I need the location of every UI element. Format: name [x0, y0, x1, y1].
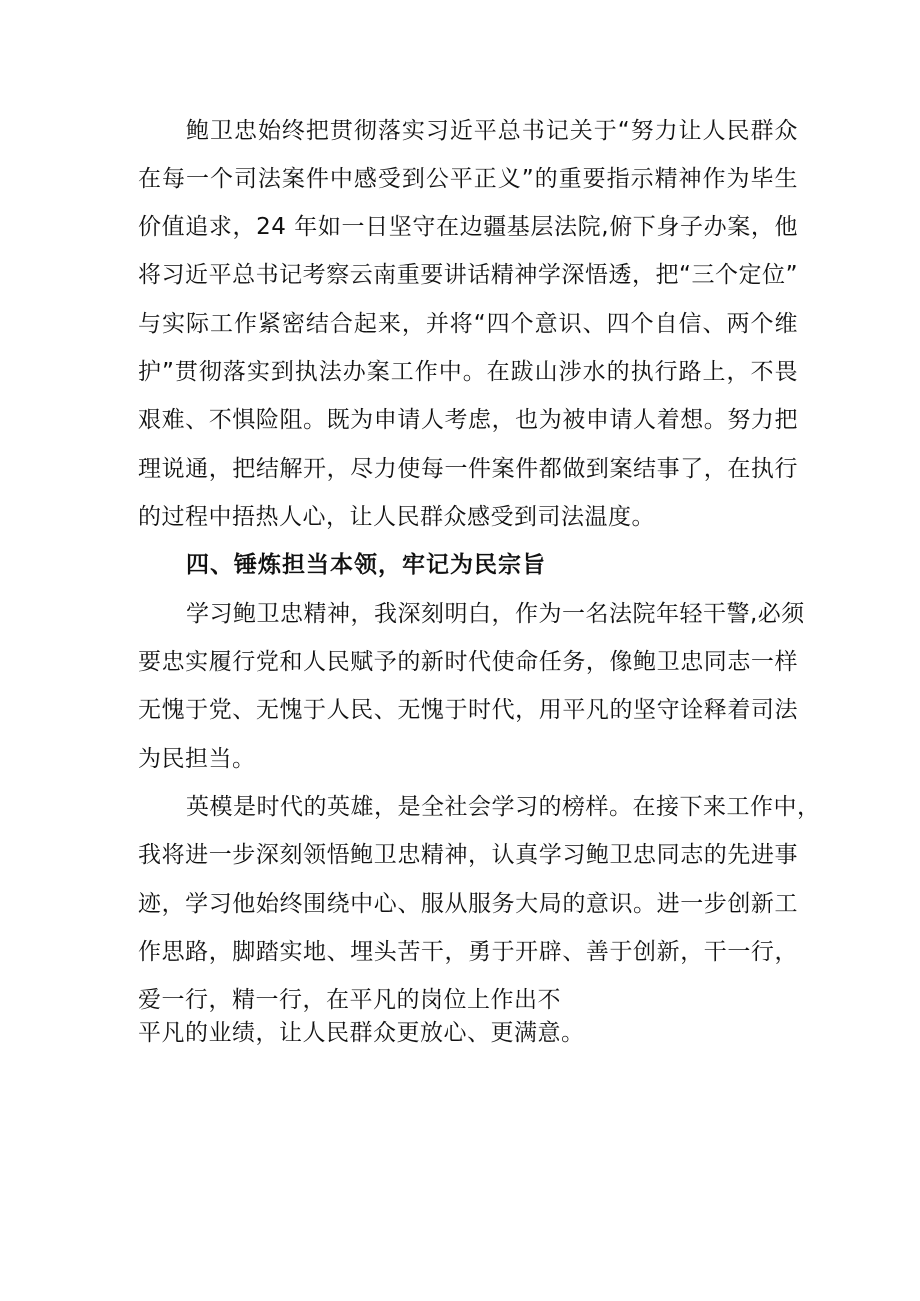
paragraph-line: 作思路，脚踏实地、埋头苦干，勇于开辟、善于创新，干一行， — [138, 939, 798, 965]
paragraph-line: 无愧于党、无愧于人民、无愧于时代，用平凡的坚守诠释着司法 — [138, 697, 798, 723]
paragraph-line: 艰难、不惧险阻。既为申请人考虑，也为被申请人着想。努力把 — [138, 407, 798, 433]
paragraph-line: 价值追求，24 年如一日坚守在边疆基层法院,俯下身子办案，他 — [138, 214, 798, 240]
paragraph-line: 将习近平总书记考察云南重要讲话精神学深悟透，把“三个定位” — [138, 262, 798, 288]
paragraph-line: 鲍卫忠始终把贯彻落实习近平总书记关于“努力让人民群众 — [186, 118, 798, 144]
paragraph-line: 护”贯彻落实到执法办案工作中。在跋山涉水的执行路上，不畏 — [138, 359, 798, 385]
paragraph-line: 我将进一步深刻领悟鲍卫忠精神，认真学习鲍卫忠同志的先进事 — [138, 842, 798, 868]
paragraph-line: 为民担当。 — [138, 746, 256, 772]
paragraph-line: 与实际工作紧密结合起来，并将“四个意识、四个自信、两个维 — [138, 311, 798, 337]
paragraph-line: 的过程中捂热人心，让人民群众感受到司法温度。 — [138, 504, 655, 530]
paragraph-line: 英模是时代的英雄，是全社会学习的榜样。在接下来工作中， — [186, 794, 821, 820]
paragraph-line: 要忠实履行党和人民赋予的新时代使命任务，像鲍卫忠同志一样 — [138, 649, 798, 675]
paragraph-line: 理说通，把结解开，尽力使每一件案件都做到案结事了，在执行 — [138, 456, 798, 482]
section-heading: 四、锤炼担当本领，牢记为民宗旨 — [186, 552, 546, 578]
paragraph-line: 学习鲍卫忠精神，我深刻明白，作为一名法院年轻干警,必须 — [186, 601, 805, 627]
paragraph-line: 迹，学习他始终围绕中心、服从服务大局的意识。进一步创新工 — [138, 891, 798, 917]
paragraph-line: 在每一个司法案件中感受到公平正义”的重要指示精神作为毕生 — [138, 166, 798, 192]
paragraph-line: 平凡的业绩，让人民群众更放心、更满意。 — [138, 1020, 585, 1046]
paragraph-line: 爱一行，精一行，在平凡的岗位上作出不 — [138, 987, 561, 1013]
